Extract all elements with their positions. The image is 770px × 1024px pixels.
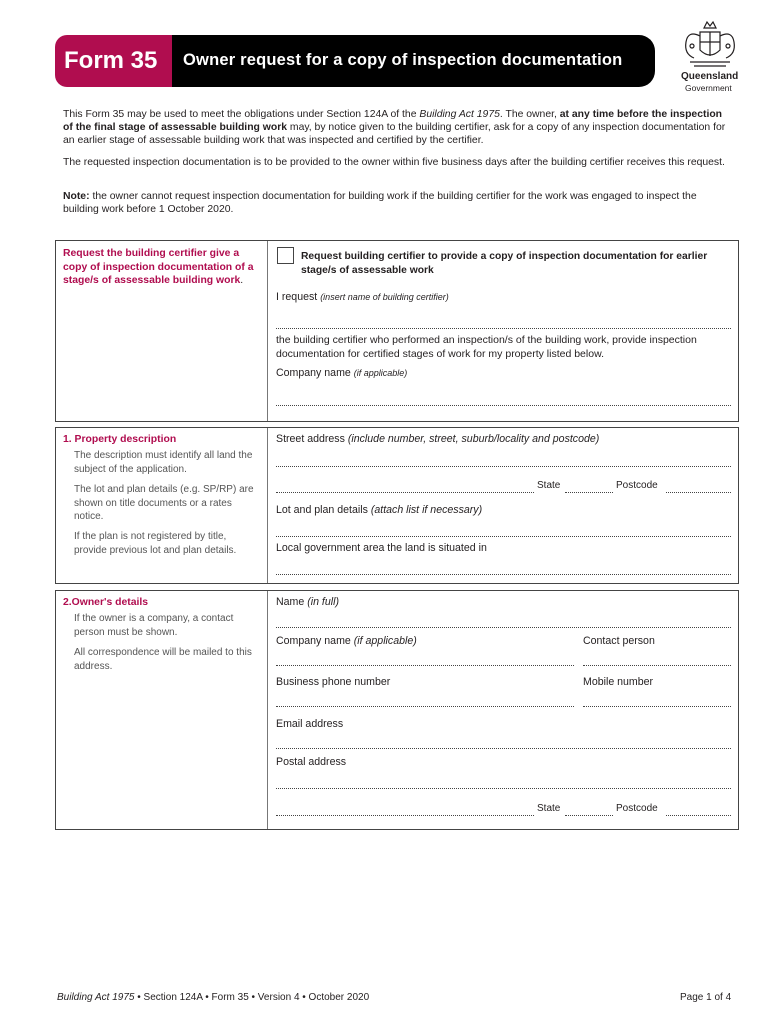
owner-state-label: State — [537, 803, 561, 814]
postal-address-field[interactable] — [276, 788, 731, 789]
business-phone-label: Business phone number — [276, 676, 391, 688]
contact-person-field[interactable] — [583, 665, 731, 666]
owner-state-field[interactable] — [565, 815, 613, 816]
request-section — [55, 240, 739, 422]
owner-company-label: Company name (if applicable) — [276, 635, 417, 647]
postal-address-line2-field[interactable] — [276, 815, 534, 816]
property-postcode-field[interactable] — [666, 492, 731, 493]
lga-label: Local government area the land is situated in — [276, 542, 487, 554]
request-section-title: Request the building certifier give a copy of inspection documentation of a stage/s of assessable building work. — [63, 248, 254, 286]
footer-citation: Building Act 1975 • Section 124A • Form 35 • Version 4 • October 2020 — [57, 992, 370, 1003]
owner-company-field[interactable] — [276, 665, 574, 666]
form-title: Owner request for a copy of inspection documentation — [183, 51, 623, 69]
owner-postcode-label: Postcode — [616, 803, 658, 814]
gov-name: Queensland — [681, 71, 739, 82]
owner-note-2: All correspondence will be mailed to this address. — [74, 647, 252, 672]
mobile-label: Mobile number — [583, 676, 654, 688]
property-state-field[interactable] — [565, 492, 613, 493]
intro-paragraph-2: The requested inspection documentation is to be provided to the owner within five business days after the building certifier receives this request. — [63, 157, 725, 168]
queensland-crest-logo — [680, 18, 740, 70]
property-note-1: The description must identify all land the subject of the application. — [74, 450, 253, 475]
i-request-label: I request (insert name of building certifier) — [276, 291, 449, 303]
street-address-label: Street address (include number, street, suburb/locality and postcode) — [276, 433, 600, 445]
certifier-name-field[interactable] — [276, 328, 731, 329]
property-postcode-label: Postcode — [616, 480, 658, 491]
email-field[interactable] — [276, 748, 731, 749]
property-section-title: 1. Property description — [63, 434, 177, 445]
lot-plan-field[interactable] — [276, 536, 731, 537]
business-phone-field[interactable] — [276, 706, 574, 707]
intro-paragraph-1: This Form 35 may be used to meet the obligations under Section 124A of the Building Act 1975. The owner, at any time before the inspection of the final stage of assessable building work may, by notice given to the building certifier, ask for a copy of any inspection documentation for an earlier stage of assessable building work that was inspected and certified by the certifier. — [63, 109, 726, 146]
form-number-badge — [55, 35, 172, 87]
owner-note-1: If the owner is a company, a contact person must be shown. — [74, 613, 234, 638]
gov-label: Government — [685, 83, 732, 93]
email-label: Email address — [276, 718, 344, 730]
request-checkbox[interactable] — [277, 247, 294, 264]
owner-section-title: 2.Owner's details — [63, 597, 149, 608]
request-company-label: Company name (if applicable) — [276, 367, 408, 379]
owner-postcode-field[interactable] — [666, 815, 731, 816]
property-state-label: State — [537, 480, 561, 491]
mobile-field[interactable] — [583, 706, 731, 707]
lot-plan-label: Lot and plan details (attach list if necessary) — [276, 504, 483, 516]
street-address-field[interactable] — [276, 466, 731, 467]
property-section — [55, 427, 739, 584]
request-company-field[interactable] — [276, 405, 731, 406]
street-address-line2-field[interactable] — [276, 492, 534, 493]
intro-paragraph-3: Note: the owner cannot request inspection documentation for building work if the building certifier for the work was engaged to inspect the building work before 1 October 2020. — [63, 191, 697, 215]
owner-name-label: Name (in full) — [276, 596, 340, 608]
owner-name-field[interactable] — [276, 627, 731, 628]
page-number: Page 1 of 4 — [680, 992, 732, 1003]
property-note-2: The lot and plan details (e.g. SP/RP) are shown on title documents or a rates notice. — [74, 484, 254, 522]
property-note-3: If the plan is not registered by title, provide previous lot and plan details. — [74, 531, 237, 556]
contact-person-label: Contact person — [583, 635, 655, 647]
request-checkbox-label: Request building certifier to provide a copy of inspection documentation for earlier stage/s of assessable work — [301, 251, 708, 276]
postal-address-label: Postal address — [276, 756, 347, 768]
request-statement: the building certifier who performed an inspection/s of the building work, provide inspection documentation for certified stages of work for my property listed below. — [276, 334, 697, 360]
owner-section — [55, 590, 739, 830]
lga-field[interactable] — [276, 574, 731, 575]
form-title-banner — [172, 35, 655, 87]
form-number: Form 35 — [64, 47, 158, 74]
